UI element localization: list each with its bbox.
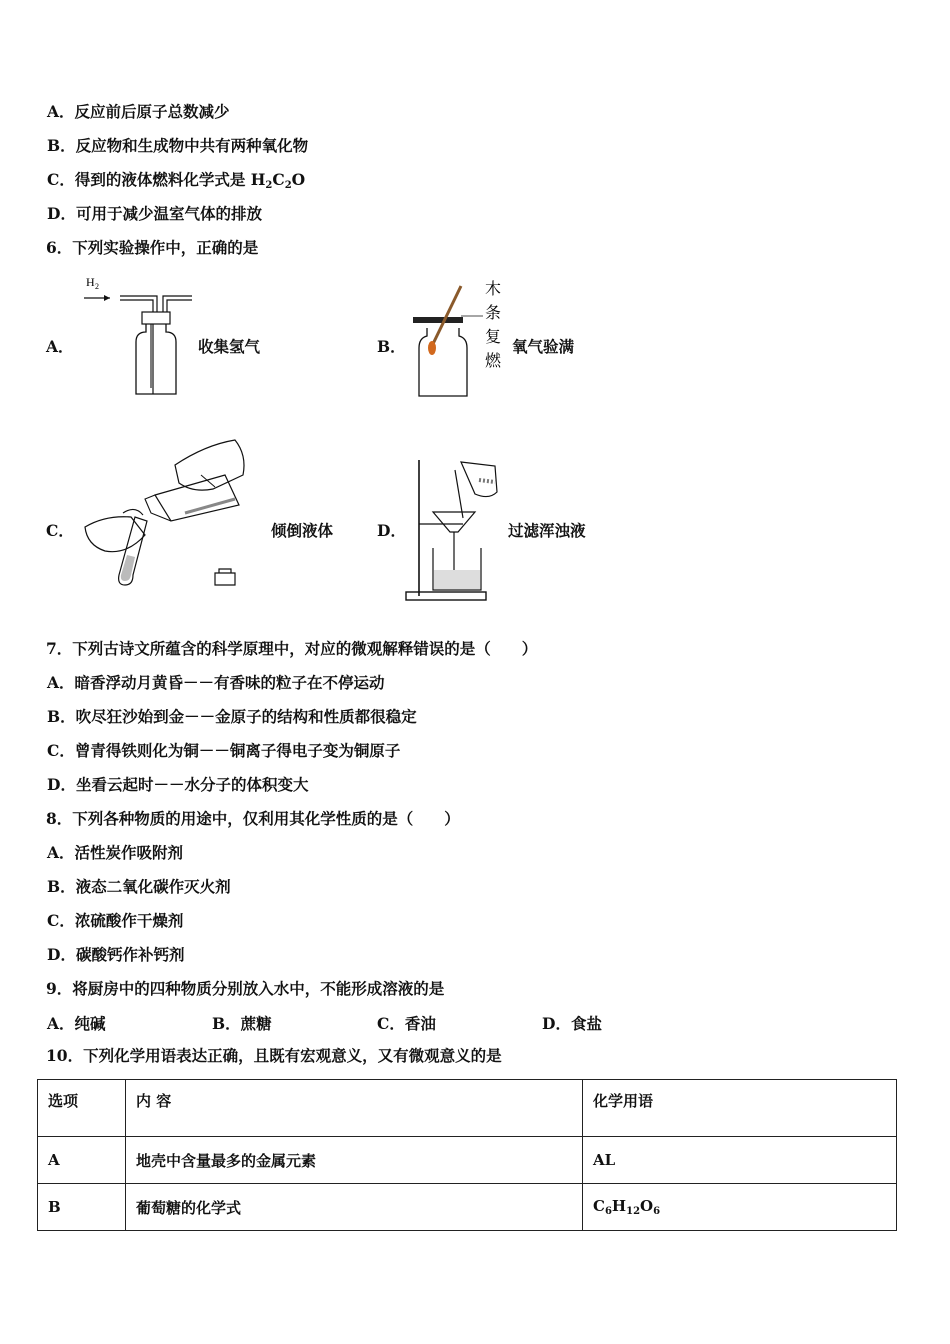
q6-option-b-caption: 氧气验满 <box>512 337 575 356</box>
q7-stem: 7．下列古诗文所蕴含的科学原理中，对应的微观解释错误的是（ ） <box>46 639 538 658</box>
q9-stem: 9．将厨房中的四种物质分别放入水中，不能形成溶液的是 <box>46 979 445 998</box>
q10-stem: 10．下列化学用语表达正确，且既有宏观意义，又有微观意义的是 <box>46 1046 502 1065</box>
table-row <box>38 1184 897 1231</box>
row-a-option: A <box>38 1137 126 1184</box>
h2-label: H <box>86 275 95 289</box>
q6-option-a-caption: 收集氢气 <box>198 337 261 356</box>
q6-option-c-letter: C． <box>46 521 74 540</box>
q8-option-a: A．活性炭作吸附剂 <box>47 843 184 862</box>
header-option: 选项 <box>38 1080 126 1137</box>
row-b-option: B <box>38 1184 126 1231</box>
gas-collection-bottle-figure <box>80 270 200 400</box>
q6-stem: 6．下列实验操作中，正确的是 <box>46 238 259 257</box>
q5-option-a: A．反应前后原子总数减少 <box>47 102 230 121</box>
q9-option-a: A．纯碱 <box>47 1014 106 1033</box>
header-term: 化学用语 <box>583 1080 897 1137</box>
row-b-content: 葡萄糖的化学式 <box>126 1184 583 1231</box>
h2-label-sub: 2 <box>95 282 99 291</box>
q6-option-d-letter: D． <box>377 521 406 540</box>
wood-label-3: 复 <box>485 327 502 346</box>
q7-option-c: C．曾青得铁则化为铜－－铜离子得电子变为铜原子 <box>47 741 401 760</box>
row-a-term: AL <box>583 1137 897 1184</box>
q9-option-b: B．蔗糖 <box>212 1014 272 1033</box>
pouring-liquid-figure <box>75 435 255 590</box>
table-row <box>38 1137 897 1184</box>
oxygen-test-bottle-figure <box>405 276 510 401</box>
wood-label-4: 燃 <box>485 351 502 370</box>
q7-option-a: A．暗香浮动月黄昏－－有香味的粒子在不停运动 <box>47 673 385 692</box>
q5-option-d: D．可用于减少温室气体的排放 <box>47 204 262 223</box>
q5-option-c: C．得到的液体燃料化学式是 $H_2C_2O$ <box>47 170 306 191</box>
q7-option-d: D．坐看云起时－－水分子的体积变大 <box>47 775 309 794</box>
row-a-content: 地壳中含量最多的金属元素 <box>126 1137 583 1184</box>
row-b-term: $C_6H_{12}O_6$ <box>583 1184 897 1231</box>
q8-option-d: D．碳酸钙作补钙剂 <box>47 945 185 964</box>
q8-option-c: C．浓硫酸作干燥剂 <box>47 911 184 930</box>
wood-label-2: 条 <box>485 303 502 322</box>
q6-option-c-caption: 倾倒液体 <box>271 521 334 540</box>
filtration-figure <box>403 452 508 604</box>
q5-option-b: B．反应物和生成物中共有两种氧化物 <box>47 136 309 155</box>
q6-option-a-letter: A． <box>46 337 74 356</box>
q9-option-c: C．香油 <box>377 1014 436 1033</box>
q8-option-b: B．液态二氧化碳作灭火剂 <box>47 877 231 896</box>
q9-option-d: D．食盐 <box>542 1014 602 1033</box>
q7-option-b: B．吹尽狂沙始到金－－金原子的结构和性质都很稳定 <box>47 707 417 726</box>
header-content: 内 容 <box>126 1080 583 1137</box>
q6-option-d-caption: 过滤浑浊液 <box>508 521 586 540</box>
q10-table <box>37 1079 897 1231</box>
q8-stem: 8．下列各种物质的用途中，仅利用其化学性质的是（ ） <box>46 809 460 828</box>
wood-label-1: 木 <box>485 279 502 298</box>
table-header-row <box>38 1080 897 1137</box>
q6-option-b-letter: B． <box>377 337 406 356</box>
